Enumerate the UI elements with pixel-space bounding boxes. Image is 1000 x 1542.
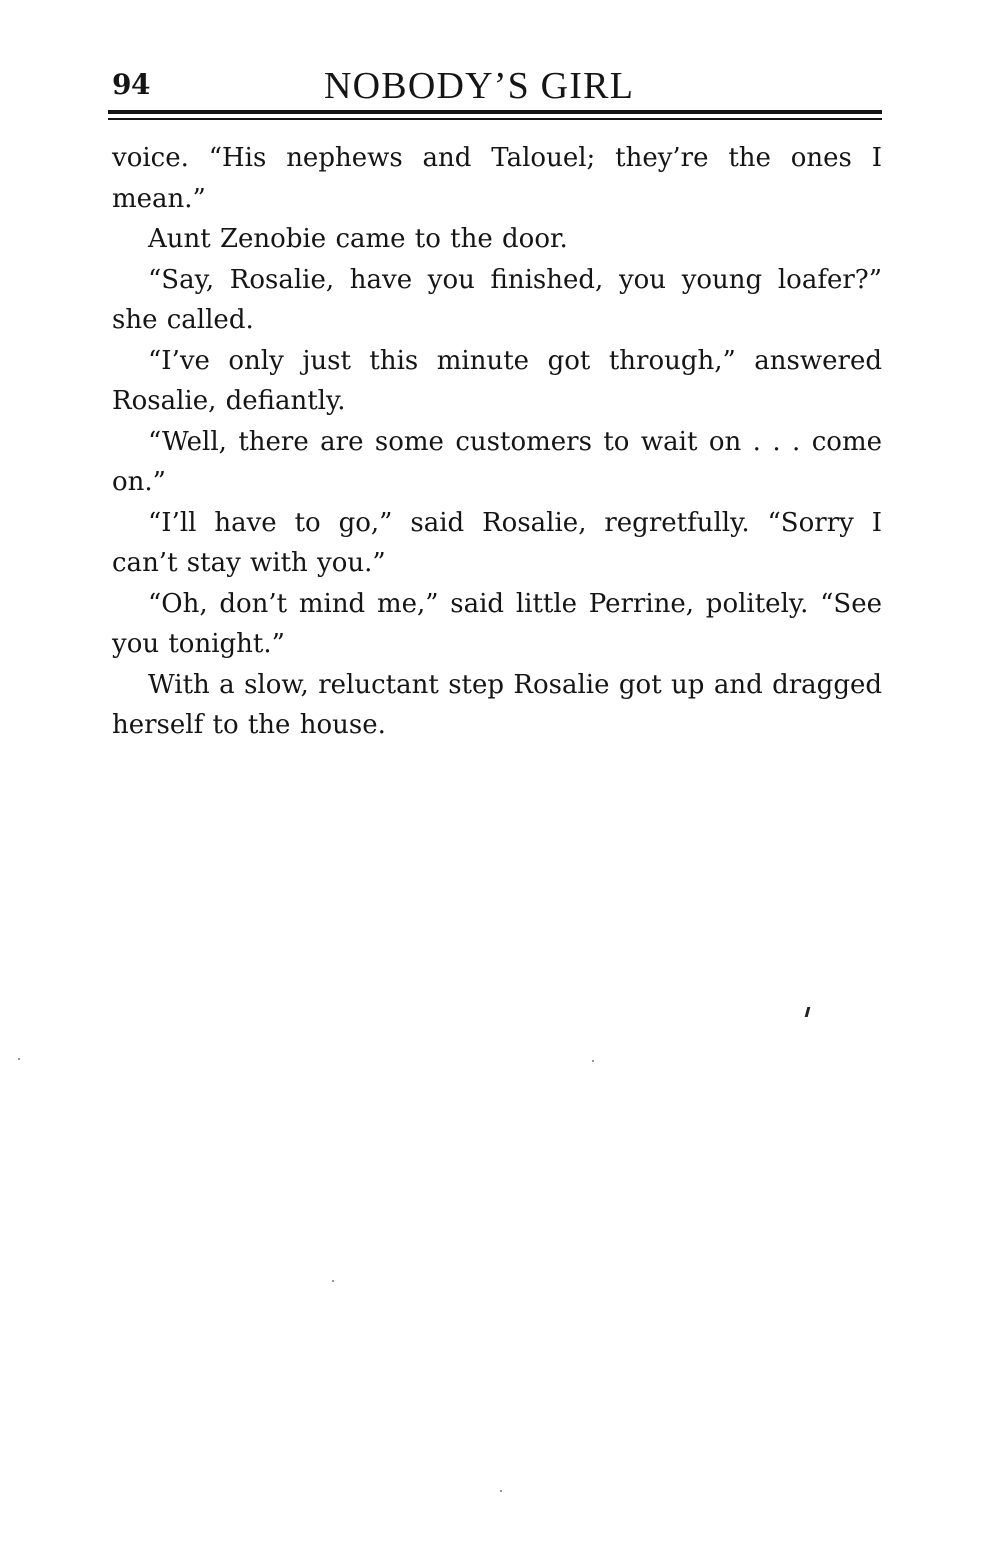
paragraph: “Say, Rosalie, have you finished, you young loafer?” she called. (112, 264, 882, 335)
header-rule (108, 110, 882, 114)
paragraph: voice. “His nephews and Talouel; they’re the ones I mean.” (112, 143, 882, 214)
page-header (112, 64, 882, 106)
scan-speck (18, 1058, 20, 1060)
paragraph: “Well, there are some customers to wait on . . . come on.” (112, 426, 882, 497)
page-number: 94 (112, 68, 150, 101)
paragraph: With a slow, reluctant step Rosalie got up and dragged herself to the house. (112, 669, 882, 740)
paragraph: “I’ll have to go,” said Rosalie, regretfully. “Sorry I can’t stay with you.” (112, 507, 882, 578)
scan-speck (592, 1060, 594, 1062)
paragraph: Aunt Zenobie came to the door. (148, 224, 568, 254)
body-text (112, 138, 882, 746)
scan-speck (332, 1280, 334, 1282)
print-mark (805, 1007, 811, 1017)
paragraph: “Oh, don’t mind me,” said little Perrine, politely. “See you tonight.” (112, 588, 882, 659)
running-title: NOBODY’S GIRL (324, 65, 635, 107)
paragraph: “I’ve only just this minute got through,” answered Rosalie, defiantly. (112, 345, 882, 416)
header-rule-thin (108, 118, 882, 120)
scan-speck (500, 1490, 502, 1492)
